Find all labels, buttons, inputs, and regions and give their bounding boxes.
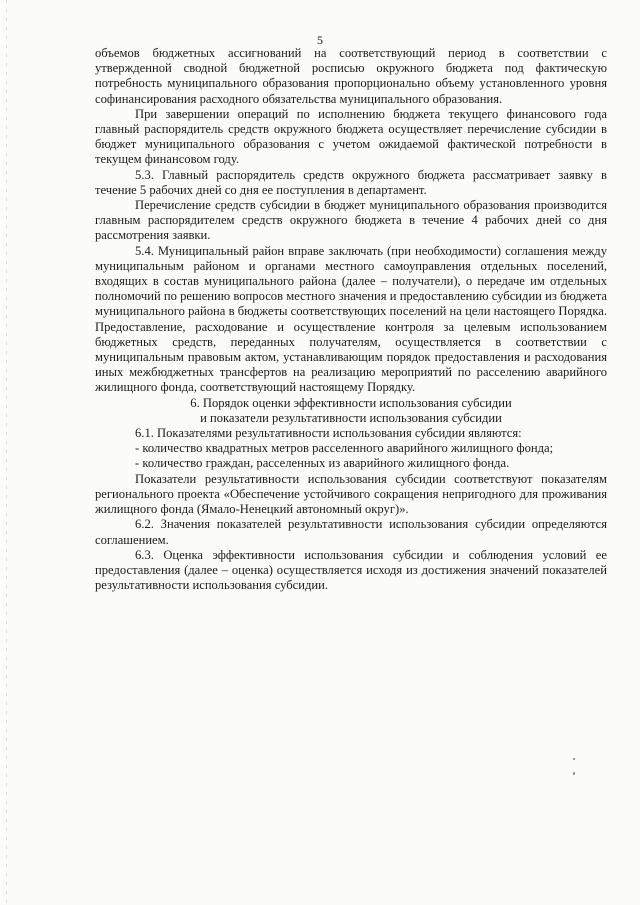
document-body (95, 46, 607, 593)
paragraph: 6.3. Оценка эффективности использования субсидии и соблюдения условий ее предоставления (далее – оценка) осуществляется исходя из достижения значений показателей результативности использования субсидии. (95, 547, 607, 593)
paragraph: 5.4. Муниципальный район вправе заключать (при необходимости) соглашения между муниципальным районом и органами местного самоуправления отдельных поселений, входящих в состав муниципального района (далее – получатели), о передаче им отдельных полномочий по решению вопросов местного значения и предоставлению субсидии из бюджета муниципального района в бюджеты соответствующих поселений на цели настоящего Порядка. Предоставление, расходование и осуществление контроля за целевым использованием бюджетных средств, переданных получателям, осуществляется в соответствии с муниципальным правовым актом, устанавливающим порядок предоставления и расходования иных межбюджетных трансфертов на реализацию мероприятий по расселению аварийного жилищного фонда, соответствующий настоящему Порядку. (95, 243, 607, 395)
paragraph: 5.3. Главный распорядитель средств окружного бюджета рассматривает заявку в течение 5 рабочих дней со дня ее поступления в департамент. (95, 167, 607, 197)
paragraph: Перечисление средств субсидии в бюджет муниципального образования производится главным распорядителем средств окружного бюджета в течение 4 рабочих дней со дня рассмотрения заявки. (95, 198, 607, 243)
paragraph: Показатели результативности использования субсидии соответствуют показателям регионального проекта «Обеспечение устойчивого сокращения непригодного для проживания жилищного фонда (Ямало-Ненецкий автономный округ)». (95, 471, 607, 517)
section-heading-line: и показатели результативности использования субсидии (200, 410, 502, 425)
scan-edge-artifact (6, 0, 7, 905)
list-item: - количество граждан, расселенных из аварийного жилищного фонда. (135, 456, 510, 471)
scan-speck (573, 758, 575, 760)
paragraph: 6.1. Показателями результативности использования субсидии являются: (135, 426, 522, 441)
scan-speck (573, 772, 575, 775)
page-number: 5 (317, 33, 323, 47)
section-heading-line: 6. Порядок оценки эффективности использования субсидии (190, 395, 512, 410)
paragraph: При завершении операций по исполнению бюджета текущего финансового года главный распорядитель средств окружного бюджета осуществляет перечисление субсидии в бюджет муниципального образования с учетом ожидаемой фактической потребности в текущем финансовом году. (95, 106, 607, 167)
paragraph: объемов бюджетных ассигнований на соответствующий период в соответствии с утвержденной сводной бюджетной росписью окружного бюджета под фактическую потребность муниципального образования пропорционально объему установленного уровня софинансирования расходного обязательства муниципального образования. (95, 46, 607, 106)
paragraph: 6.2. Значения показателей результативности использования субсидии определяются соглашением. (95, 517, 607, 547)
list-item: - количество квадратных метров расселенного аварийного жилищного фонда; (135, 441, 554, 456)
section-heading (95, 396, 607, 426)
